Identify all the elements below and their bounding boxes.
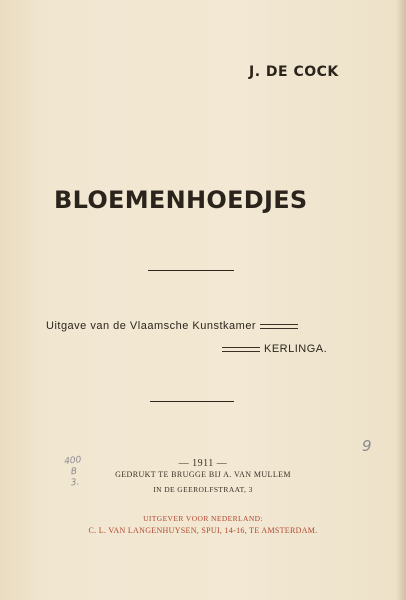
pencil-number: 9 xyxy=(362,437,372,455)
pencil-line: 400 xyxy=(63,455,82,467)
book-title: BLOEMENHOEDJES xyxy=(54,186,308,214)
pencil-line: 3. xyxy=(70,477,80,489)
publisher-line-1 xyxy=(46,320,298,332)
publisher-rule xyxy=(150,401,234,402)
distributor-name: C. L. VAN LANGENHUYSEN, SPUI, 14-16, TE AMSTERDAM. xyxy=(88,526,318,535)
publisher-line-2 xyxy=(222,343,327,355)
publisher-text-1: Uitgave van de Vlaamsche Kunstkamer xyxy=(46,320,257,332)
pencil-line: B xyxy=(70,466,78,478)
title-rule xyxy=(148,270,234,271)
imprint-printer: GEDRUKT TE BRUGGE BIJ A. VAN MULLEM xyxy=(115,470,291,479)
double-rule-ornament xyxy=(222,347,260,352)
imprint-street: IN DE GEEROLFSTRAAT, 3 xyxy=(153,485,253,494)
distributor-heading: UITGEVER VOOR NEDERLAND: xyxy=(143,514,263,523)
publisher-text-2: KERLINGA. xyxy=(264,343,328,355)
author-name: J. DE COCK xyxy=(249,64,339,80)
imprint-year: — 1911 — xyxy=(178,458,228,469)
double-rule-ornament xyxy=(260,324,298,329)
